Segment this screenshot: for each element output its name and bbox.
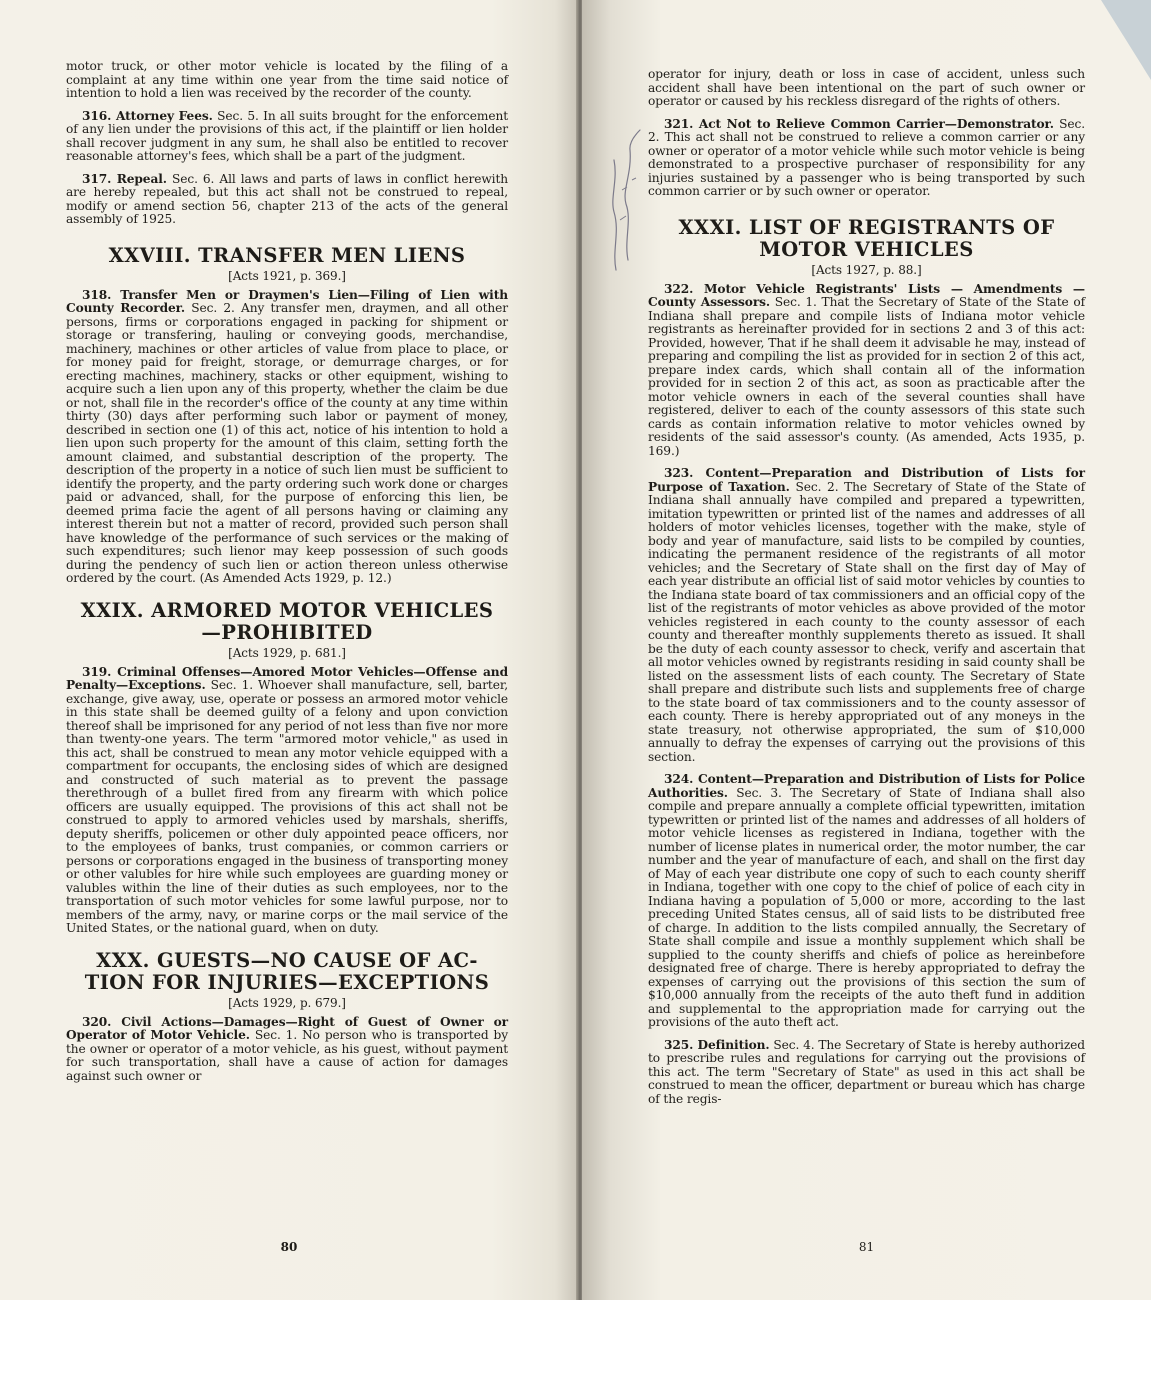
section-321 [648, 118, 1085, 199]
left-page [0, 0, 578, 1300]
section-text: Sec. 2. The Secretary of State of the State of Indiana shall annually have compiled and prepared a typewritten, imitation typewritten or printed list of the names and addresses of all holders of motor vehicles licenses, together with the make, style of body and year of manufacture, said lists to be compiled by counties, indicating the permanent residence of the registrants of all motor vehicles; and the Secretary of State shall on the first day of May of each year distribute an official list of said motor vehicles by counties to the Indiana state board of tax commissioners and an official copy of the list of the registrants of motor vehicles as above provided of the motor vehicles registered in each county to the county assessor of each county and thereafter monthly supplements thereto as issued. It shall be the duty of each county assessor to check, verify and ascertain that all motor vehicles owned by registrants residing in said county shall be listed on the assessment lists of each county. The Secretary of State shall prepare and distribute such lists and supplements free of charge to the state board of tax commissioners and to the county assessor of each county. There is hereby appropriated out of any moneys in the state treasury, not otherwise appropriated, the sum of $10,000 annually to defray the expenses of carrying out the provisions of this section. [648, 479, 1085, 764]
page-number: 81 [858, 1240, 875, 1254]
chapter-citation: [Acts 1929, p. 679.] [228, 995, 346, 1010]
heading-line: MOTOR VEHICLES [759, 237, 974, 261]
section-322 [648, 283, 1085, 459]
chapter-citation: [Acts 1929, p. 681.] [228, 645, 346, 660]
section-text: Sec. 5. In all suits brought for the enforcement of any lien under the provisions of this act, if the plaintiff or lien holder shall recover judgment in any sum, he shall also be entitled to recover reasonable attorney's fees, which shall be a part of the judgment. [66, 108, 508, 163]
section-text: Sec. 6. All laws and parts of laws in conflict herewith are hereby repealed, but this act shall not be construed to repeal, modify or amend section 56, chapter 213 of the acts of the general assembly of 1925. [66, 171, 508, 226]
section-text: Sec. 1. That the Secretary of State of the State of Indiana shall prepare and compile lists of Indiana motor vehicle registrants as hereinafter provided for in sections 2 and 3 of this act: Provided, however, That if he shall deem it advisable he may, instead of preparing and compiling the list as provided for in section 2 of this act, prepare index cards, which shall contain all of the information provided for in section 2 of this act, as soon as practicable after the motor vehicle owners in each of the several counties shall have registered, deliver to each of the county assessors of this state such cards as contain information relative to motor vehicles owned by residents of the said assessor's county. (As amended, Acts 1935, p. 169.) [648, 295, 1085, 458]
heading-line: XXXI. LIST OF REGISTRANTS OF [678, 215, 1055, 239]
section-text: Sec. 1. Whoever shall manufacture, sell, barter, exchange, give away, use, operate or possess an armored motor vehicle in this state shall be deemed guilty of a felony and upon conviction thereof shall be imprisoned for any period of not less than five nor more than twenty-one years. The term "armored motor vehicle," as used in this act, shall be construed to mean any motor vehicle equipped with a compartment for occupants, the enclosing sides of which are designed and constructed of such material as to prevent the passage therethrough of a bullet fired from any firearm with which police officers are usually equipped. The provisions of this act shall not be construed to apply to armored vehicles used by marshals, sheriffs, deputy sheriffs, policemen or other duly appointed peace officers, nor to the employees of banks, trust companies, or common carriers or persons or corporations engaged in the business of transporting money or other valubles for hire while such employees are guarding money or valubles within the line of their duties as such employees, nor to the transportation of such motor vehicles for some lawful purpose, nor to members of the army, navy, or marine corps or the mail service of the United States, or the national guard, when on duty. [66, 678, 508, 935]
right-page [582, 0, 1151, 1300]
section-323 [648, 467, 1085, 764]
section-316 [66, 110, 508, 164]
chapter-citation: [Acts 1927, p. 88.] [811, 262, 922, 277]
heading-line: —PROHIBITED [201, 620, 373, 644]
page-corner-fold [1101, 0, 1151, 80]
section-text: Sec. 2. Any transfer men, draymen, and all other persons, firms or corporations engaged in packing for shipment or storage or transfering, hauling or conveying goods, merchandise, machinery, machines or other articles of value from place to place, or for money paid for freight, storage, or demurrage charges, or for erecting machines, machinery, stacks or other equipment, wishing to acquire such a lien upon any of this property, whether the claim be due or not, shall file in the recorder's office of the county at any time within thirty (30) days after performing such labor or payment of money, described in section one (1) of this act, notice of his intention to hold a lien upon such property for the amount of this claim, setting forth the amount claimed, and substantial description of the property. The description of the property in a notice of such lien must be sufficient to identify the property, and the party ordering such work done or charges paid or advanced, shall, for the purpose of enforcing this lien, be deemed prima facie the agent of all persons having or claiming any interest therein but not a matter of record, provided such person shall have knowledge of the performance of such services or the making of such expenditures; such lienor may keep possession of such goods during the pendency of such lien or action thereon unless otherwise ordered by the court. (As Amended Acts 1929, p. 12.) [66, 301, 508, 585]
handwritten-annotation-icon [602, 120, 648, 280]
section-317 [66, 173, 508, 227]
paragraph-continued: motor truck, or other motor vehicle is located by the filing of a complaint at any time within one year from the time said notice of intention to hold a lien was received by the recorder of the county. [66, 59, 508, 100]
section-text: Sec. 4. The Secretary of State is hereby authorized to prescribe rules and regulations for carrying out the provisions of this act. The term "Secretary of State" as used in this act shall be construed to mean the officer, department or bureau which has charge of the regis- [648, 1037, 1085, 1106]
section-text: Sec. 1. No person who is transported by the owner or operator of a motor vehicle, as his guest, without payment for such transportation, shall have a cause of action for damages against such owner or [66, 1028, 508, 1083]
section-heading: 317. Repeal. [82, 171, 167, 186]
paragraph-continued: operator for injury, death or loss in case of accident, unless such accident shall have been intentional on the part of such owner or operator or caused by his reckless disregard of the rights of others. [648, 67, 1085, 108]
section-text: Sec. 3. The Secretary of State of Indiana shall also compile and prepare annually a complete official typewritten, imitation typewritten or printed list of the names and addresses of all holders of motor vehicle licenses as registered in Indiana, together with the number of license plates in numerical order, the motor number, the car number and the year of manufacture of each, and shall on the first day of May of each year distribute one copy of such to each county sheriff in Indiana, together with one copy to the chief of police of each city in Indiana having a population of 5,000 or more, according to the last preceding United States census, all of said lists to be distributed free of charge. In addition to the lists compiled annually, the Secretary of State shall compile and issue a monthly supplement which shall be supplied to the county sheriffs and chiefs of police as hereinbefore designated free of charge. There is hereby appropriated to defray the expenses of carrying out the provisions of this section the sum of $10,000 annually from the receipts of the auto theft fund in addition and supplemental to the appropriation made for carrying out the provisions of the auto theft act. [648, 785, 1085, 1029]
section-text: Sec. 2. This act shall not be construed to relieve a common carrier or any owner or operator of a motor vehicle while such motor vehicle is being demonstrated to a prospective purchaser of responsibility for any injuries sustained by a passenger who is being transported by such common carrier or by such owner or operator. [648, 116, 1085, 198]
section-heading: 323. Content—Preparation and Distribution of Lists for Purpose of Taxation. [648, 466, 1085, 494]
section-heading: 322. Motor Vehicle Registrants' Lists — Amendments — County Assessors. [648, 281, 1085, 309]
section-heading: 325. Definition. [664, 1037, 770, 1052]
page-number: 80 [280, 1240, 298, 1254]
section-320 [66, 1016, 508, 1084]
chapter-heading-xxviii: XXVIII. TRANSFER MEN LIENS [108, 243, 466, 267]
chapter-citation: [Acts 1921, p. 369.] [228, 268, 346, 283]
heading-line: XXX. GUESTS—NO CAUSE OF AC- [96, 948, 478, 972]
section-325 [648, 1039, 1085, 1107]
chapter-heading-xxix [66, 600, 508, 644]
section-318 [66, 289, 508, 586]
section-heading: 320. Civil Actions—Damages—Right of Guest of Owner or Operator of Motor Vehicle. [66, 1014, 508, 1042]
chapter-heading-xxx [66, 950, 508, 994]
heading-line: XXIX. ARMORED MOTOR VEHICLES [80, 598, 494, 622]
section-heading: 321. Act Not to Relieve Common Carrier—Demonstrator. [664, 116, 1054, 131]
section-heading: 316. Attorney Fees. [82, 108, 213, 123]
section-heading: 319. Criminal Offenses—Amored Motor Vehicles—Offense and Penalty—Exceptions. [66, 664, 508, 692]
section-324 [648, 773, 1085, 1030]
section-319 [66, 666, 508, 936]
chapter-heading-xxxi [648, 217, 1085, 261]
section-heading: 318. Transfer Men or Draymen's Lien—Filing of Lien with County Recorder. [66, 287, 508, 315]
section-heading: 324. Content—Preparation and Distribution of Lists for Police Authorities. [648, 772, 1085, 800]
heading-line: TION FOR INJURIES—EXCEPTIONS [84, 970, 490, 994]
